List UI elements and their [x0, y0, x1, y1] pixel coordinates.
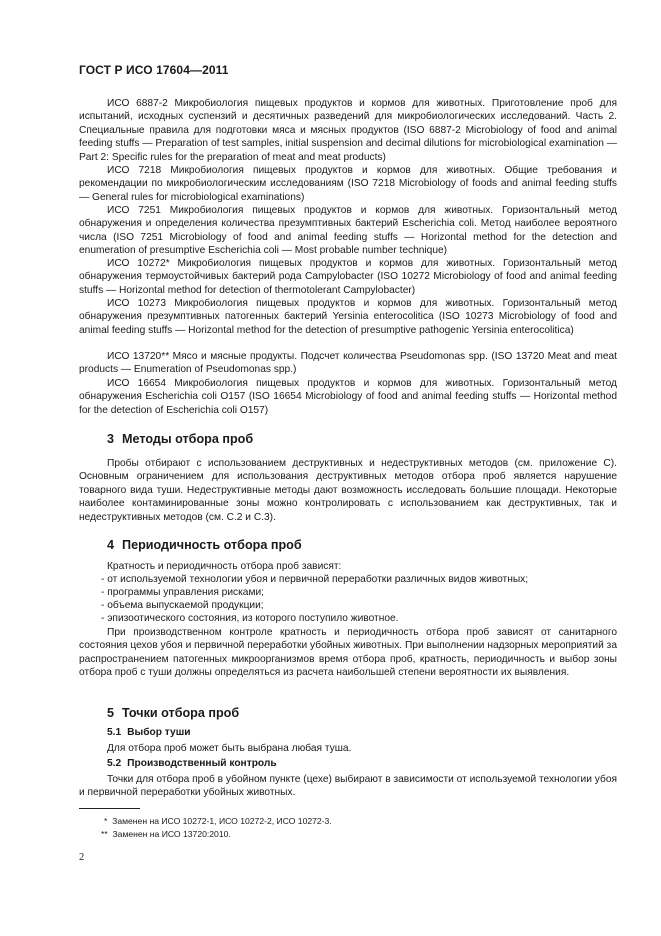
footnote-mark: **	[101, 829, 108, 839]
section-5-number: 5	[107, 706, 115, 720]
list-item: - от используемой технологии убоя и первичной переработки различных видов животных;	[101, 574, 529, 585]
reference-iso-10272: ИСО 10272* Микробиология пищевых продуктов и кормов для животных. Горизонтальный метод обнаружения термоустойчивых бактерий рода Campylobacter (ISO 10272 Microbiology of food and animal feeding stuffs — Horizontal method for detection of thermotolerant Campylobacter)	[79, 258, 617, 296]
section-4-intro: Кратность и периодичность отбора проб зависят:	[107, 561, 342, 572]
section-3-title: Методы отбора проб	[122, 432, 254, 446]
section-5-title: Точки отбора проб	[122, 706, 240, 720]
reference-iso-7218: ИСО 7218 Микробиология пищевых продуктов и кормов для животных. Общие требования и рекомендации по микробиологическим исследованиям (ISO 7218 Microbiology of foods and animal feeding stuffs — General rules for microbiological examinations)	[79, 165, 617, 203]
reference-iso-16654: ИСО 16654 Микробиология пищевых продуктов и кормов для животных. Горизонтальный метод обнаружения Escherichia coli O157 (ISO 16654 Microbiology of food and animal feeding stuffs — Horizontal method for the detection of Escherichia coli O157)	[79, 378, 617, 416]
subsection-5-2-heading	[107, 758, 277, 769]
list-item: - эпизоотического состояния, из которого поступило животное.	[101, 613, 399, 624]
section-4-text: При производственном контроле кратность и периодичность отбора проб зависят от санитарного состояния цехов убоя и первичной переработки убойных животных. При выполнении надзорных мероприятий за распространением патогенных микроорганизмов время отбора проб, кратность, периодичность и выбор зоны отбора проб с туши должны определяться из расчета наибольшей степени вероятности их выявления.	[79, 627, 617, 679]
reference-iso-13720: ИСО 13720** Мясо и мясные продукты. Подсчет количества Pseudomonas spp. (ISO 13720 Meat and meat products — Enumeration of Pseudomonas spp.)	[79, 351, 617, 376]
document-header: ГОСТ Р ИСО 17604—2011	[79, 63, 229, 77]
section-4-number: 4	[107, 538, 115, 552]
section-4-heading	[107, 538, 302, 552]
footnote-text: Заменен на ИСО 13720:2010.	[112, 829, 231, 839]
footnote-2	[101, 828, 231, 840]
section-3-number: 3	[107, 432, 115, 446]
section-3-text: Пробы отбирают с использованием деструктивных и недеструктивных методов (см. приложение С). Основным ограничением для использования деструктивных методов отбора проб является нарушение товарного вида туши. Недеструктивные методы дают возможность исследовать большие площади. Некоторые наиболее контаминированные зоны можно контролировать с использованием как деструктивных, так и недеструктивных методов (см. С.2 и С.3).	[79, 458, 617, 523]
reference-iso-10273: ИСО 10273 Микробиология пищевых продуктов и кормов для животных. Горизонтальный метод обнаружения презумптивных патогенных бактерий Yersinia enterocolitica (ISO 10273 Microbiology of food and animal feeding stuffs — Horizontal method for the detection of presumptive pathogenic Yersinia enterocolitica)	[79, 298, 617, 336]
section-5-heading	[107, 706, 239, 720]
subsection-5-1-heading	[107, 727, 190, 738]
subsection-5-2-number: 5.2	[107, 758, 122, 769]
section-3-heading	[107, 432, 253, 446]
section-4-title: Периодичность отбора проб	[122, 538, 302, 552]
subsection-5-2-text: Точки для отбора проб в убойном пункте (цехе) выбирают в зависимости от используемой технологии убоя и первичной переработки убойных животных.	[79, 774, 617, 799]
footnote-text: Заменен на ИСО 10272-1, ИСО 10272-2, ИСО 10272-3.	[112, 816, 332, 826]
subsection-5-1-text: Для отбора проб может быть выбрана любая туша.	[107, 743, 352, 754]
footnote-mark: *	[104, 816, 108, 826]
reference-iso-7251: ИСО 7251 Микробиология пищевых продуктов и кормов для животных. Горизонтальный метод обнаружения и определения количества презумптивных бактерий Escherichia coli. Метод наиболее вероятного числа (ISO 7251 Microbiology of food and animal feeding stuffs — Horizontal method for the detection and enumeration of presumptive Escherichia coli — Most probable number technique)	[79, 205, 617, 257]
subsection-5-2-title: Производственный контроль	[127, 758, 277, 769]
reference-iso-6887-2: ИСО 6887-2 Микробиология пищевых продуктов и кормов для животных. Приготовление проб для испытаний, исходных суспензий и десятичных разведений для микробиологических исследований. Часть 2. Специальные правила для подготовки мяса и мясных продуктов (ISO 6887-2 Microbiology of food and animal feeding stuffs — Preparation of test samples, initial suspension and decimal dilutions for microbiological examination — Part 2: Specific rules for the preparation of meat and meat products)	[79, 98, 617, 163]
footnote-divider	[79, 808, 140, 809]
list-item: - программы управления рисками;	[101, 587, 264, 598]
list-item: - объема выпускаемой продукции;	[101, 600, 264, 611]
footnote-1	[104, 815, 332, 827]
subsection-5-1-number: 5.1	[107, 727, 122, 738]
subsection-5-1-title: Выбор туши	[127, 727, 191, 738]
page-number: 2	[79, 852, 85, 863]
